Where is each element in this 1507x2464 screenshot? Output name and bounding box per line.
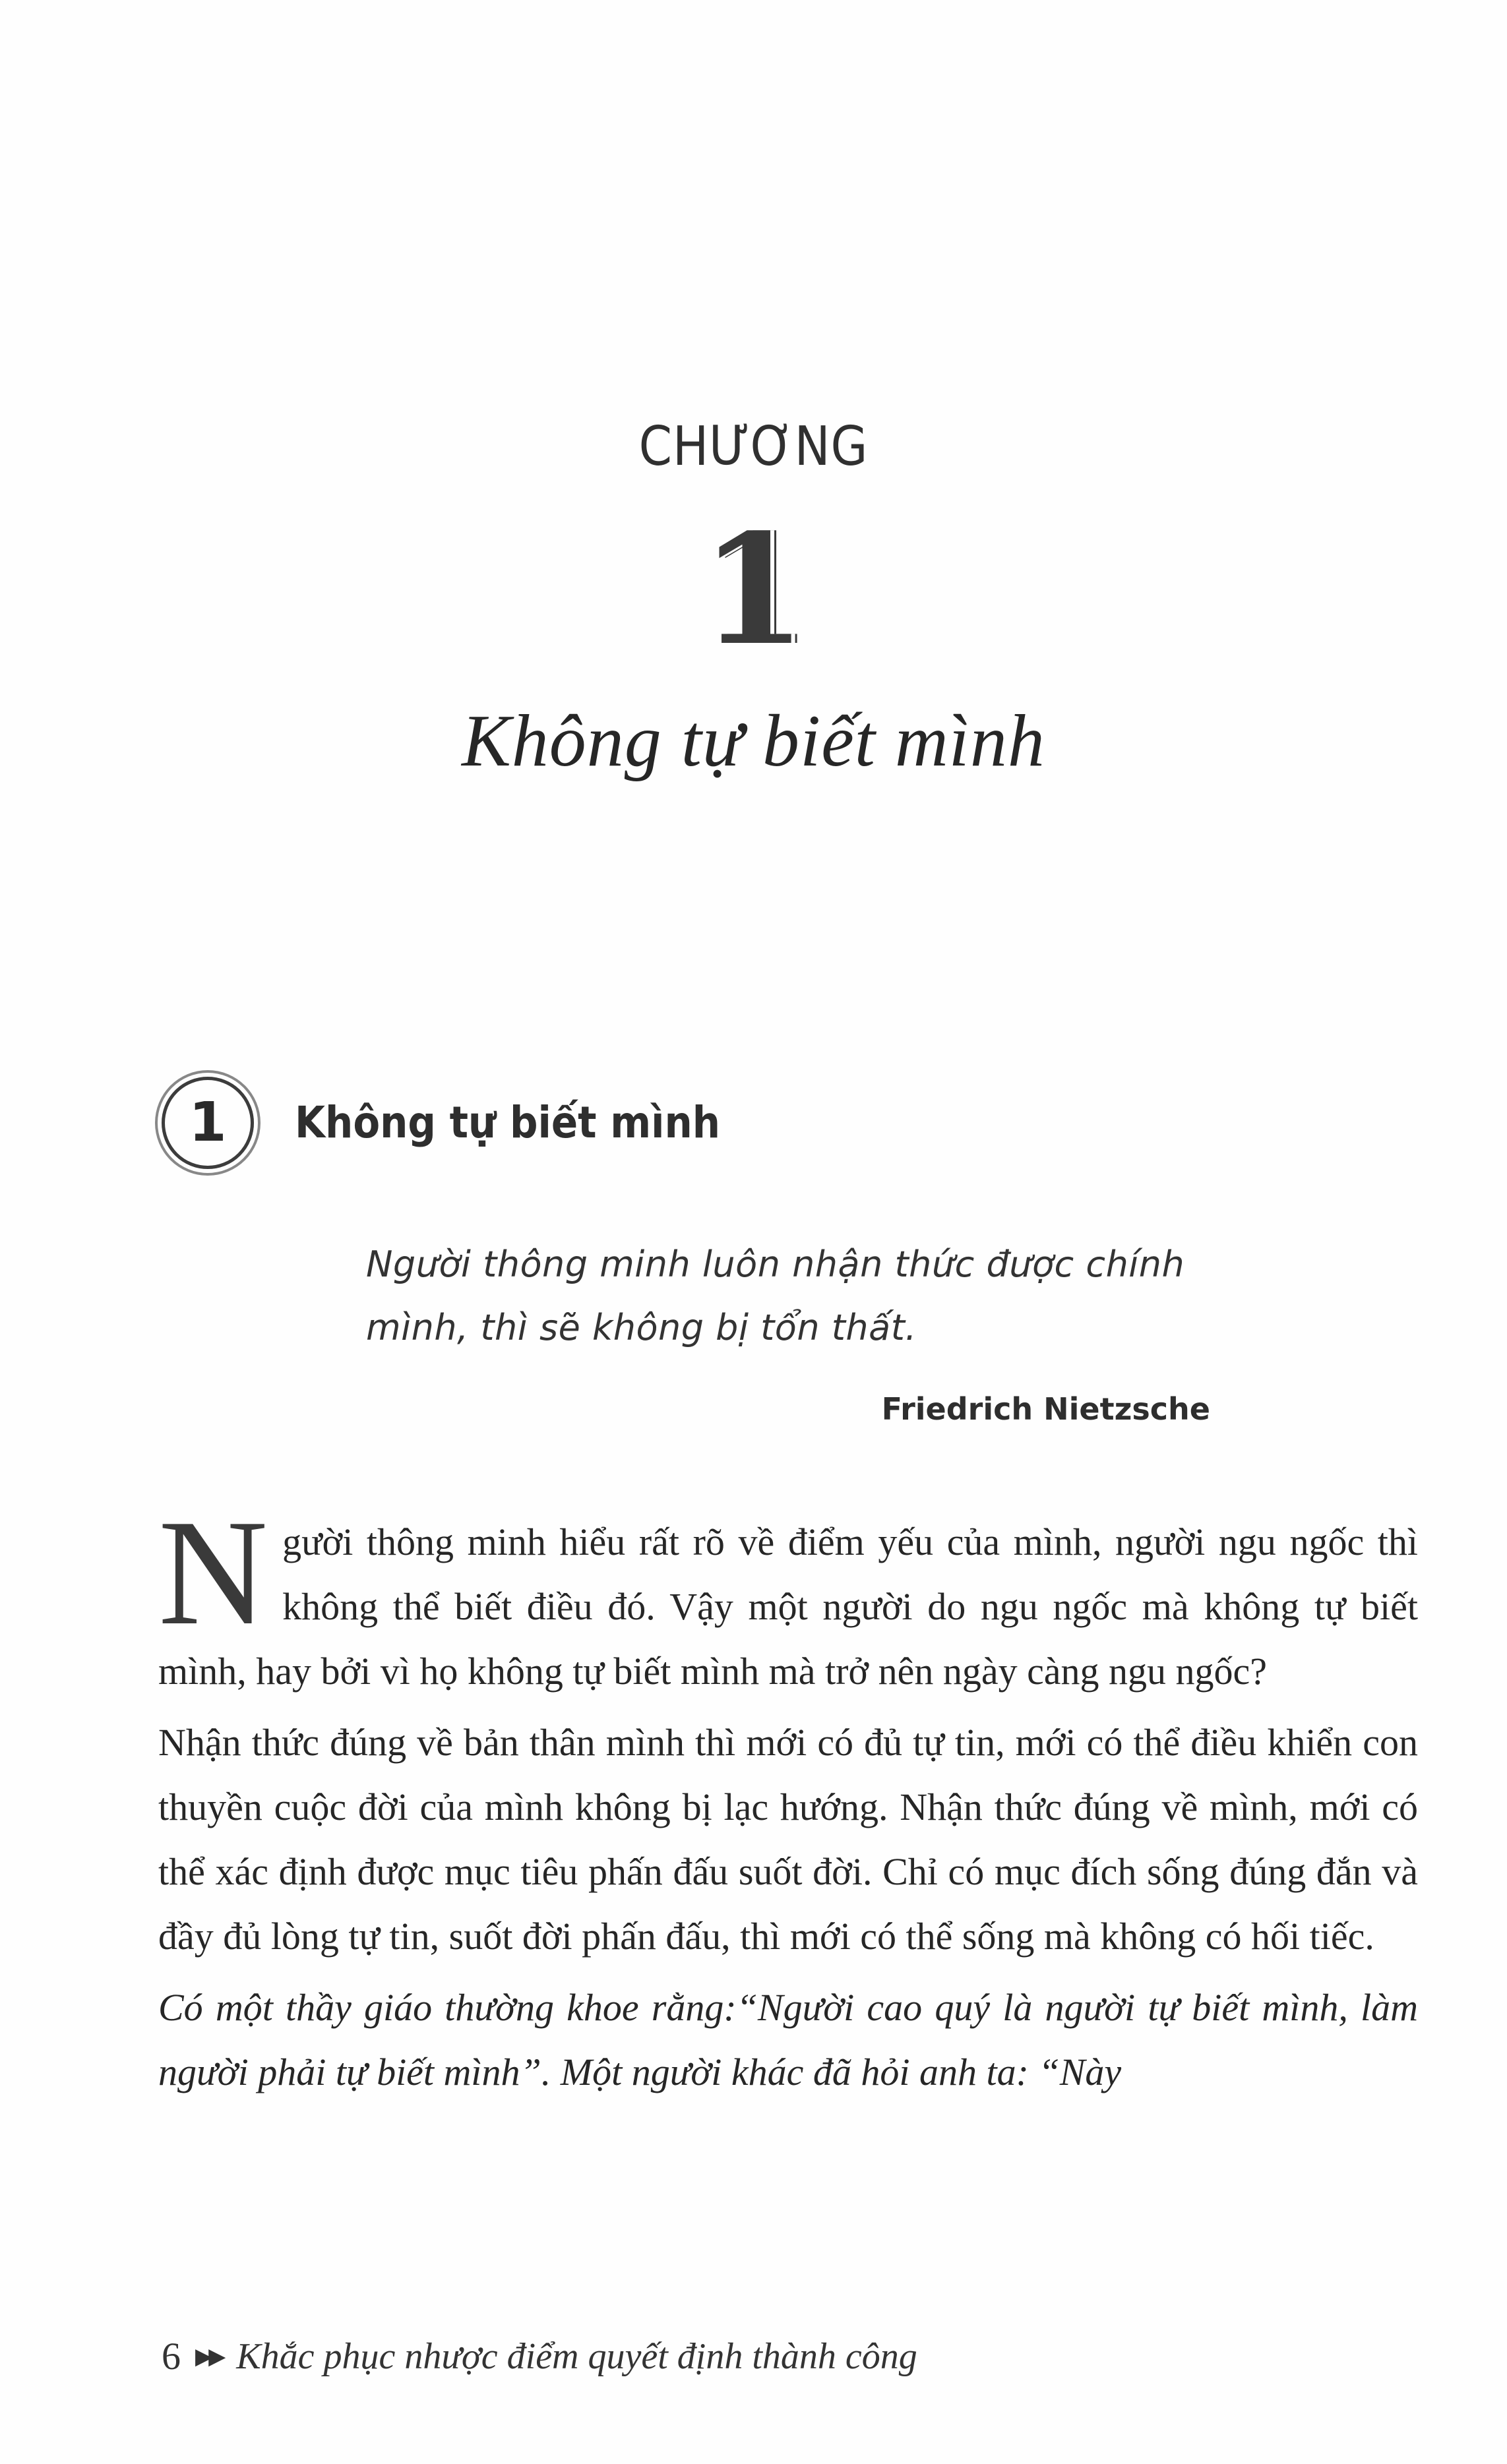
chapter-label: CHƯƠNG bbox=[638, 415, 869, 478]
chapter-number: 1 bbox=[700, 501, 807, 679]
drop-cap: N bbox=[158, 1488, 268, 1656]
body-paragraph: Nhận thức đúng về bản thân mình thì mới có đủ tự tin, mới có thể điều khiển con thuyền cuộc đời của mình không bị lạc hướng. Nhận thức đúng về mình, mới có thể xác định được mục tiêu phấn đấu suốt đời. Chỉ có mục đích sống đúng đắn và đầy đủ lòng tự tin, suốt đời phấn đấu, thì mới có thể sống mà không có hối tiếc. bbox=[158, 1721, 1418, 1958]
body-paragraph bbox=[158, 1488, 1418, 1704]
page-number: 6 bbox=[162, 2335, 181, 2378]
chapter-title: Không tự biết mình bbox=[462, 700, 1045, 782]
paragraph-text: gười thông minh hiểu rất rõ về điểm yếu của mình, người ngu ngốc thì không thể biết điều đó. Vậy một người do ngu ngốc mà không tự biết mình, hay bởi vì họ không tự biết mình mà trở nên ngày càng ngu ngốc? bbox=[158, 1520, 1418, 1693]
page-footer bbox=[162, 2334, 917, 2378]
body-paragraph-italic: Có một thầy giáo thường khoe rằng:“Người cao quý là người tự biết mình, làm người phải tự biết mình”. Một người khác đã hỏi anh ta: “Này bbox=[158, 1986, 1418, 2093]
epigraph-author: Friedrich Nietzsche bbox=[881, 1391, 1210, 1427]
section-number-badge: 1 bbox=[162, 1077, 254, 1169]
section-heading bbox=[162, 1068, 768, 1177]
running-book-title: Khắc phục nhược điểm quyết định thành công bbox=[236, 2335, 917, 2377]
epigraph-quote: Người thông minh luôn nhận thức được chính mình, thì sẽ không bị tổn thất. bbox=[366, 1244, 1185, 1348]
double-arrow-icon: ▶▶ bbox=[195, 2343, 222, 2370]
body-text bbox=[158, 1488, 1418, 2105]
section-title: Không tự biết mình bbox=[295, 1097, 721, 1148]
